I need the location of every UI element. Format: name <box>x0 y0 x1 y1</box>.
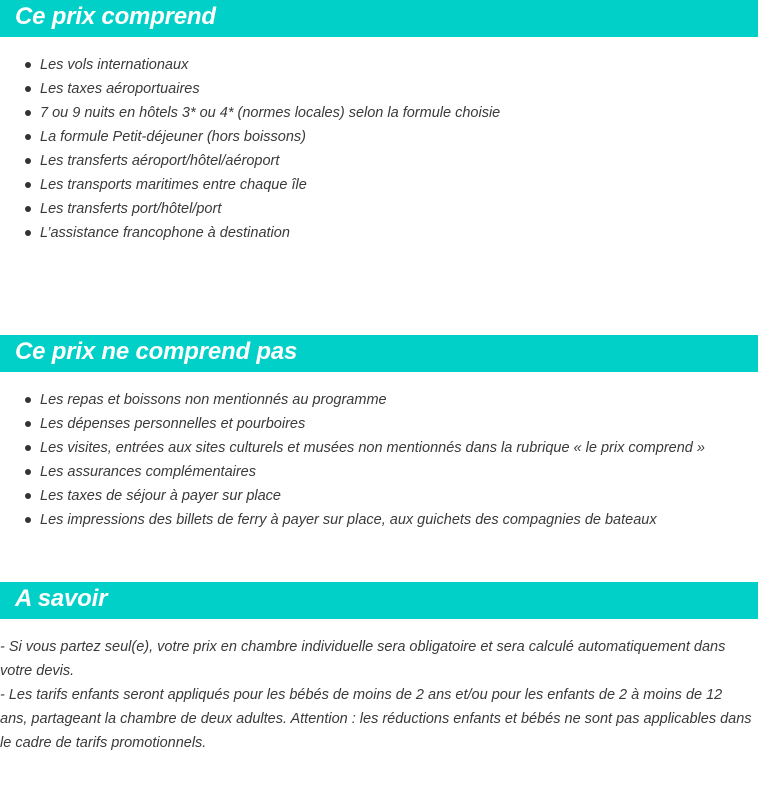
list-item-text: Les transferts aéroport/hôtel/aéroport <box>40 153 280 169</box>
includes-title: Ce prix comprend <box>15 3 216 30</box>
list-item-text: Les visites, entrées aux sites culturels et musées non mentionnés dans la rubrique « le prix comprend » <box>40 440 705 456</box>
bullet-icon <box>25 445 31 451</box>
list-item-text: Les assurances complémentaires <box>40 464 256 480</box>
list-item-text: Les taxes de séjour à payer sur place <box>40 488 281 504</box>
list-item-text: Les repas et boissons non mentionnés au programme <box>40 392 387 408</box>
excludes-header <box>0 335 758 372</box>
bullet-icon <box>25 206 31 212</box>
bullet-icon <box>25 134 31 140</box>
list-item <box>0 101 500 125</box>
bullet-icon <box>25 517 31 523</box>
bullet-icon <box>25 110 31 116</box>
info-title: A savoir <box>15 585 108 612</box>
list-item <box>0 388 705 412</box>
info-header <box>0 582 758 619</box>
bullet-icon <box>25 182 31 188</box>
list-item-text: La formule Petit-déjeuner (hors boissons) <box>40 129 306 145</box>
list-item-text: Les transports maritimes entre chaque île <box>40 177 307 193</box>
info-paragraph-child-rates: - Les tarifs enfants seront appliqués pour les bébés de moins de 2 ans et/ou pour les enfants de 2 à moins de 12 ans, partageant la chambre de deux adultes. Attention : les réductions enfants et bébés ne sont pas applicables dans le cadre de tarifs promotionnels. <box>0 687 752 751</box>
info-paragraph-single-room: - Si vous partez seul(e), votre prix en chambre individuelle sera obligatoire et sera calculé automatiquement dans votre devis. <box>0 639 726 679</box>
list-item <box>0 77 500 101</box>
bullet-icon <box>25 230 31 236</box>
list-item <box>0 508 705 532</box>
bullet-icon <box>25 421 31 427</box>
bullet-icon <box>25 493 31 499</box>
bullet-icon <box>25 397 31 403</box>
list-item <box>0 460 705 484</box>
list-item <box>0 149 500 173</box>
bullet-icon <box>25 86 31 92</box>
bullet-icon <box>25 158 31 164</box>
includes-list <box>0 53 500 245</box>
bullet-icon <box>25 62 31 68</box>
list-item <box>0 53 500 77</box>
list-item-text: Les vols internationaux <box>40 57 189 73</box>
list-item <box>0 173 500 197</box>
list-item <box>0 484 705 508</box>
list-item-text: 7 ou 9 nuits en hôtels 3* ou 4* (normes locales) selon la formule choisie <box>40 105 501 121</box>
list-item <box>0 436 705 460</box>
includes-header <box>0 0 758 37</box>
list-item <box>0 221 500 245</box>
list-item <box>0 412 705 436</box>
list-item-text: Les impressions des billets de ferry à payer sur place, aux guichets des compagnies de bateaux <box>40 512 657 528</box>
list-item <box>0 125 500 149</box>
list-item-text: Les taxes aéroportuaires <box>40 81 200 97</box>
list-item-text: Les dépenses personnelles et pourboires <box>40 416 306 432</box>
bullet-icon <box>25 469 31 475</box>
list-item <box>0 197 500 221</box>
excludes-list <box>0 388 705 532</box>
list-item-text: Les transferts port/hôtel/port <box>40 201 222 217</box>
list-item-text: L’assistance francophone à destination <box>40 225 290 241</box>
excludes-title: Ce prix ne comprend pas <box>15 338 298 365</box>
